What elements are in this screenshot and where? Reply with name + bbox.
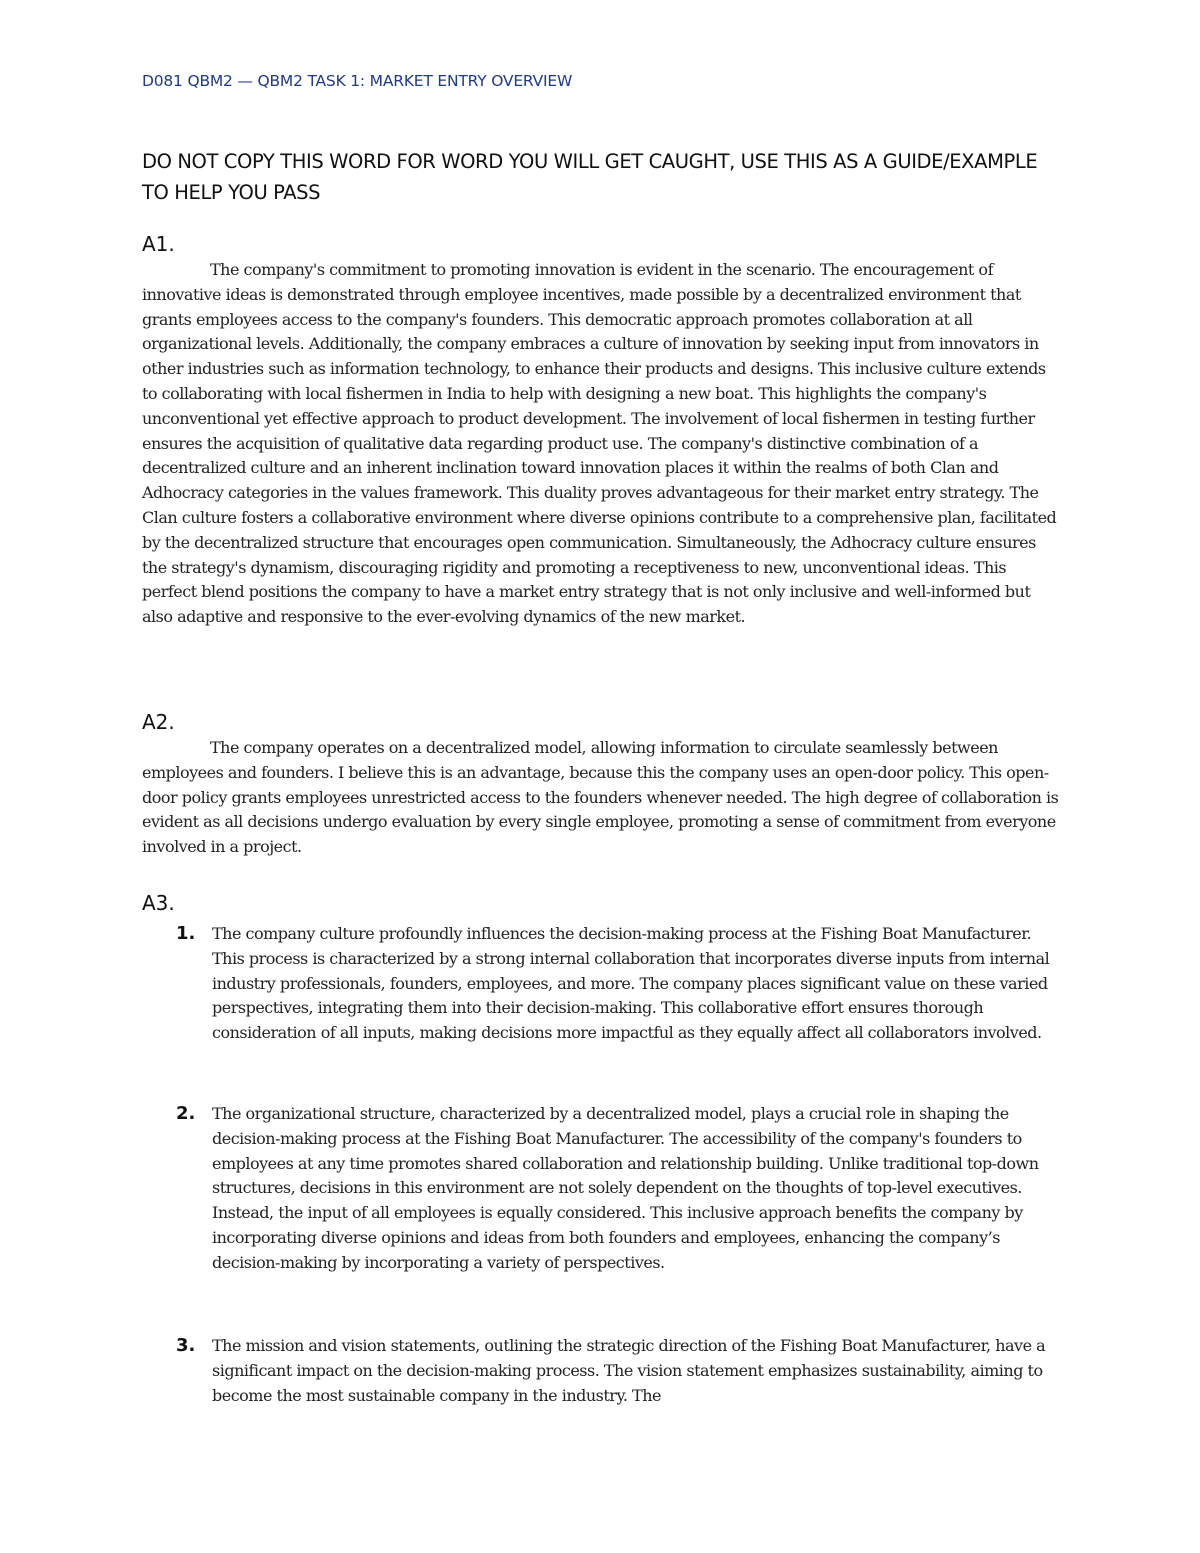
document-title: D081 QBM2 — QBM2 TASK 1: MARKET ENTRY OVERVIEW [142,72,573,90]
section-heading-a2: A2. [142,710,175,734]
section-body-a1: The company's commitment to promoting innovation is evident in the scenario. The encouragement of innovative ideas is demonstrated through employee incentives, made possible by a decentralized environment that grants employees access to the company's founders. This democratic approach promotes collaboration at all organizational levels. Additionally, the company embraces a culture of innovation by seeking input from innovators in other industries such as information technology, to enhance their products and designs. This inclusive culture extends to collaborating with local fishermen in India to help with designing a new boat. This highlights the company's unconventional yet effective approach to product development. The involvement of local fishermen in testing further ensures the acquisition of qualitative data regarding product use. The company's distinctive combination of a decentralized culture and an inherent inclination toward innovation places it within the realms of both Clan and Adhocracy categories in the values framework. This duality proves advantageous for their market entry strategy. The Clan culture fosters a collaborative environment where diverse opinions contribute to a comprehensive plan, facilitated by the decentralized structure that encourages open communication. Simultaneously, the Adhocracy culture ensures the strategy's dynamism, discouraging rigidity and promoting a receptiveness to new, unconventional ideas. This perfect blend positions the company to have a market entry strategy that is not only inclusive and well-informed but also adaptive and responsive to the ever-evolving dynamics of the new market. [142,260,1057,627]
warning-notice: DO NOT COPY THIS WORD FOR WORD YOU WILL GET CAUGHT, USE THIS AS A GUIDE/EXAMPLE TO HELP YOU PASS [142,150,1038,204]
list-item-text: The mission and vision statements, outlining the strategic direction of the Fishing Boat Manufacturer, have a significant impact on the decision-making process. The vision statement emphasizes sustainability, aiming to become the most sustainable company in the industry. The [212,1336,1046,1405]
section-body-a2: The company operates on a decentralized model, allowing information to circulate seamlessly between employees and founders. I believe this is an advantage, because this the company uses an open-door policy. This open-door policy grants employees unrestricted access to the founders whenever needed. The high degree of collaboration is evident as all decisions undergo evaluation by every single employee, promoting a sense of commitment from everyone involved in a project. [142,738,1059,857]
list-item-number: 1. [176,923,196,944]
list-item-number: 2. [176,1103,196,1124]
section-heading-a3: A3. [142,891,175,915]
list-item-text: The organizational structure, characterized by a decentralized model, plays a crucial role in shaping the decision-making process at the Fishing Boat Manufacturer. The accessibility of the company's founders to employees at any time promotes shared collaboration and relationship building. Unlike traditional top-down structures, decisions in this environment are not solely dependent on the thoughts of top-level executives. Instead, the input of all employees is equally considered. This inclusive approach benefits the company by incorporating diverse opinions and ideas from both founders and employees, enhancing the company’s decision-making by incorporating a variety of perspectives. [212,1104,1039,1272]
list-item-number: 3. [176,1335,196,1356]
section-heading-a1: A1. [142,232,175,256]
list-item-text: The company culture profoundly influences the decision-making process at the Fishing Boat Manufacturer. This process is characterized by a strong internal collaboration that incorporates diverse inputs from internal industry professionals, founders, employees, and more. The company places significant value on these varied perspectives, integrating them into their decision-making. This collaborative effort ensures thorough consideration of all inputs, making decisions more impactful as they equally affect all collaborators involved. [212,924,1050,1043]
